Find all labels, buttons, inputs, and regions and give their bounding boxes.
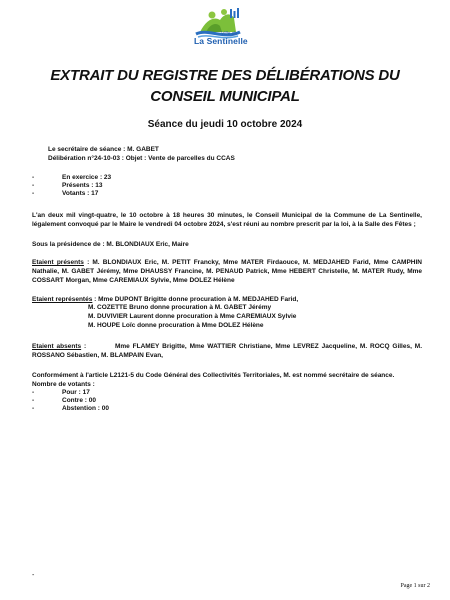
seance-date: Séance du jeudi 10 octobre 2024 (147, 119, 303, 130)
presents-names: : M. BLONDIAUX Eric, M. PETIT Francky, Mme MATER Firdaouce, M. MEDJAHED Farid, Mme CAMPHIN Nathalie, M. GABET Jérémy, Mme DHAUSSY Francine, M. PENAUD Patrick, Mme HEBERT Christelle, M. MATER Rudy, Mme COSSART Morgan, Mme CAREMIAUX Sylvie, Mme DOLEZ Hélène (32, 259, 422, 284)
presents-paragraph (32, 258, 422, 285)
absents-names: : Mme FLAMEY Brigitte, Mme WATTIER Christiane, Mme LEVREZ Jacqueline, M. ROCQ Gilles, M. ROSSANO Sébastien, M. BLAMPAIN Evan, (32, 343, 424, 359)
votes-list (32, 389, 109, 413)
deliberation-line: Délibération n°24-10-03 : Objet : Vente de parcelles du CCAS (48, 155, 235, 162)
list-item: - En exercice : 23 (32, 174, 112, 181)
presents-label: Etaient présents (32, 259, 84, 266)
page-number: Page 1 sur 2 (400, 583, 430, 589)
list-item: - Présents : 13 (32, 182, 103, 189)
document-title: EXTRAIT DU REGISTRE DES DÉLIBÉRATIONS DU CONSEIL MUNICIPAL (50, 67, 400, 105)
intro-paragraph: L'an deux mil vingt-quatre, le 10 octobre à 18 heures 30 minutes, le Conseil Municipal de la Commune de La Sentinelle, légalement convoqué par le Maire le vendredi 04 octobre 2024, s'est réuni au nombre prescrit par la loi, à la Salle des Fêtes ; (32, 212, 422, 228)
counts-list (32, 174, 111, 198)
representes-first: Etaient représentés : Mme DUPONT Brigitte donne procuration à M. MEDJAHED Farid, (32, 296, 299, 303)
absents-paragraph (32, 342, 422, 360)
list-item: - Abstention : 00 (32, 405, 109, 412)
procuration-line: M. HOUPE Loïc donne procuration à Mme DOLEZ Hélène (88, 322, 264, 329)
absents-label: Etaient absents (32, 343, 82, 350)
conformement-paragraph: Conformément à l'article L2121-5 du Code Général des Collectivités Territoriales, M. est nommé secrétaire de séance. (32, 372, 395, 379)
presidence-line: Sous la présidence de : M. BLONDIAUX Eric, Maire (32, 241, 189, 248)
logo-ville-text: Ville de (221, 31, 238, 37)
list-item: - Contre : 00 (32, 397, 96, 404)
nombre-votants: Nombre de votants : (32, 381, 95, 388)
footer-mark: - (32, 572, 35, 579)
logo-town-name: La Sentinelle (194, 36, 248, 46)
list-item: - Votants : 17 (32, 190, 99, 197)
representes-label: Etaient représentés (32, 296, 93, 303)
procuration-line: M. COZETTE Bruno donne procuration à M. GABET Jérémy (88, 304, 272, 311)
list-item: - Pour : 17 (32, 389, 90, 396)
procuration-line: M. DUVIVIER Laurent donne procuration à Mme CAREMIAUX Sylvie (88, 313, 297, 320)
secretaire-line: Le secrétaire de séance : M. GABET (48, 146, 159, 153)
